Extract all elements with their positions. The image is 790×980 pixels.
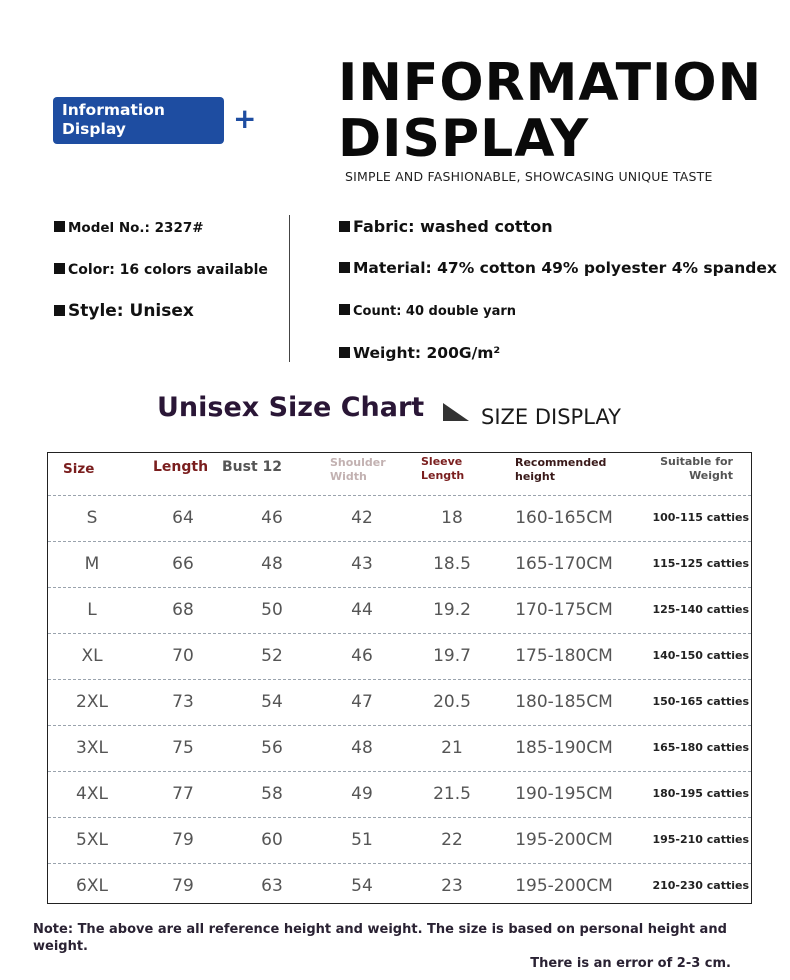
header-length: Length xyxy=(153,459,209,475)
table-row xyxy=(48,817,751,863)
cell-sleeve: 19.2 xyxy=(433,600,471,620)
cell-height: 195-200CM xyxy=(515,876,613,896)
spec-style-text: Style: Unisex xyxy=(68,301,194,321)
cell-weight: 180-195 catties xyxy=(652,787,749,800)
badge-line-1: Information xyxy=(62,101,165,119)
header-height-line-1: Recommended xyxy=(515,456,607,469)
cell-size: 3XL xyxy=(76,738,108,758)
header-weight-line-1: Suitable for xyxy=(660,455,733,468)
spec-model xyxy=(54,220,204,236)
cell-height: 170-175CM xyxy=(515,600,613,620)
square-bullet-icon xyxy=(54,221,65,232)
cell-sleeve: 21.5 xyxy=(433,784,471,804)
cell-size: 5XL xyxy=(76,830,108,850)
spec-count-text: Count: 40 double yarn xyxy=(353,304,517,319)
cell-sleeve: 18.5 xyxy=(433,554,471,574)
cell-bust: 58 xyxy=(261,784,283,804)
cell-sleeve: 21 xyxy=(441,738,463,758)
cell-length: 77 xyxy=(172,784,194,804)
cell-weight: 100-115 catties xyxy=(652,511,749,524)
cell-weight: 115-125 catties xyxy=(652,557,749,570)
header-weight-line-2: Weight xyxy=(689,469,733,482)
cell-size: 6XL xyxy=(76,876,108,896)
cell-shoulder: 49 xyxy=(351,784,373,804)
cell-shoulder: 44 xyxy=(351,600,373,620)
cell-bust: 63 xyxy=(261,876,283,896)
cell-height: 175-180CM xyxy=(515,646,613,666)
cell-weight: 140-150 catties xyxy=(652,649,749,662)
spec-material-text: Material: 47% cotton 49% polyester 4% spandex xyxy=(353,259,777,277)
cell-weight: 210-230 catties xyxy=(652,879,749,892)
spec-material xyxy=(339,259,777,277)
info-badge xyxy=(53,97,224,144)
cell-size: 4XL xyxy=(76,784,108,804)
cell-bust: 54 xyxy=(261,692,283,712)
cell-bust: 48 xyxy=(261,554,283,574)
cell-sleeve: 20.5 xyxy=(433,692,471,712)
triangle-arrow-icon xyxy=(443,403,469,421)
cell-size: 2XL xyxy=(76,692,108,712)
cell-length: 64 xyxy=(172,508,194,528)
footnote xyxy=(33,921,731,972)
cell-shoulder: 43 xyxy=(351,554,373,574)
cell-shoulder: 48 xyxy=(351,738,373,758)
footnote-line-2: There is an error of 2-3 cm. xyxy=(530,956,731,971)
cell-length: 79 xyxy=(172,830,194,850)
cell-shoulder: 42 xyxy=(351,508,373,528)
cell-weight: 165-180 catties xyxy=(652,741,749,754)
square-bullet-icon xyxy=(339,221,350,232)
table-row xyxy=(48,771,751,817)
cell-height: 195-200CM xyxy=(515,830,613,850)
size-display-label: SIZE DISPLAY xyxy=(481,405,621,429)
header-shoulder-line-2: Width xyxy=(330,470,367,483)
cell-height: 165-170CM xyxy=(515,554,613,574)
size-table xyxy=(47,452,752,904)
table-row xyxy=(48,633,751,679)
footnote-line-1: Note: The above are all reference height and weight. The size is based on personal height and weight. xyxy=(33,922,727,954)
cell-length: 73 xyxy=(172,692,194,712)
cell-shoulder: 54 xyxy=(351,876,373,896)
cell-sleeve: 18 xyxy=(441,508,463,528)
header-shoulder-line-1: Shoulder xyxy=(330,456,386,469)
table-row xyxy=(48,495,751,541)
cell-shoulder: 51 xyxy=(351,830,373,850)
cell-shoulder: 46 xyxy=(351,646,373,666)
cell-size: L xyxy=(87,600,97,620)
cell-bust: 46 xyxy=(261,508,283,528)
header-height-line-2: height xyxy=(515,470,556,483)
table-row xyxy=(48,679,751,725)
header-sleeve-line-1: Sleeve xyxy=(421,455,463,468)
cell-height: 160-165CM xyxy=(515,508,613,528)
header-sleeve-line-2: Length xyxy=(421,469,465,482)
tagline: SIMPLE AND FASHIONABLE, SHOWCASING UNIQUE TASTE xyxy=(345,169,713,184)
cell-sleeve: 22 xyxy=(441,830,463,850)
spec-weight-text: Weight: 200G/m² xyxy=(353,344,501,362)
cell-length: 66 xyxy=(172,554,194,574)
spec-model-text: Model No.: 2327# xyxy=(68,220,204,236)
spec-fabric-text: Fabric: washed cotton xyxy=(353,217,553,236)
spec-weight xyxy=(339,344,500,362)
title-line-2: DISPLAY xyxy=(338,109,590,169)
cell-sleeve: 23 xyxy=(441,876,463,896)
spec-fabric xyxy=(339,217,553,236)
header-weight xyxy=(660,455,733,483)
cell-weight: 125-140 catties xyxy=(652,603,749,616)
plus-icon: + xyxy=(233,102,257,135)
spec-color xyxy=(54,262,268,278)
cell-length: 68 xyxy=(172,600,194,620)
cell-length: 70 xyxy=(172,646,194,666)
badge-line-2: Display xyxy=(62,120,126,138)
header-sleeve xyxy=(421,455,464,483)
cell-shoulder: 47 xyxy=(351,692,373,712)
cell-height: 185-190CM xyxy=(515,738,613,758)
table-row xyxy=(48,587,751,633)
cell-bust: 56 xyxy=(261,738,283,758)
cell-height: 180-185CM xyxy=(515,692,613,712)
table-row xyxy=(48,863,751,909)
cell-bust: 52 xyxy=(261,646,283,666)
cell-height: 190-195CM xyxy=(515,784,613,804)
header-size: Size xyxy=(63,461,95,477)
square-bullet-icon xyxy=(339,347,350,358)
square-bullet-icon xyxy=(339,262,350,273)
cell-size: M xyxy=(84,554,100,574)
header-shoulder xyxy=(330,456,386,484)
vertical-divider xyxy=(289,215,290,362)
cell-size: XL xyxy=(81,646,103,666)
cell-size: S xyxy=(86,508,98,528)
title-line-1: INFORMATION xyxy=(338,53,763,113)
square-bullet-icon xyxy=(54,263,65,274)
cell-sleeve: 19.7 xyxy=(433,646,471,666)
header-height xyxy=(515,456,606,484)
spec-count xyxy=(339,304,516,319)
spec-color-text: Color: 16 colors available xyxy=(68,262,268,278)
cell-bust: 60 xyxy=(261,830,283,850)
cell-length: 75 xyxy=(172,738,194,758)
page-title xyxy=(338,55,762,167)
square-bullet-icon xyxy=(54,305,65,316)
table-row xyxy=(48,541,751,587)
cell-weight: 195-210 catties xyxy=(652,833,749,846)
size-chart-title: Unisex Size Chart xyxy=(157,392,425,423)
square-bullet-icon xyxy=(339,304,350,315)
cell-bust: 50 xyxy=(261,600,283,620)
spec-style xyxy=(54,301,194,321)
table-row xyxy=(48,725,751,771)
cell-weight: 150-165 catties xyxy=(652,695,749,708)
header-bust: Bust 12 xyxy=(222,459,283,475)
cell-length: 79 xyxy=(172,876,194,896)
